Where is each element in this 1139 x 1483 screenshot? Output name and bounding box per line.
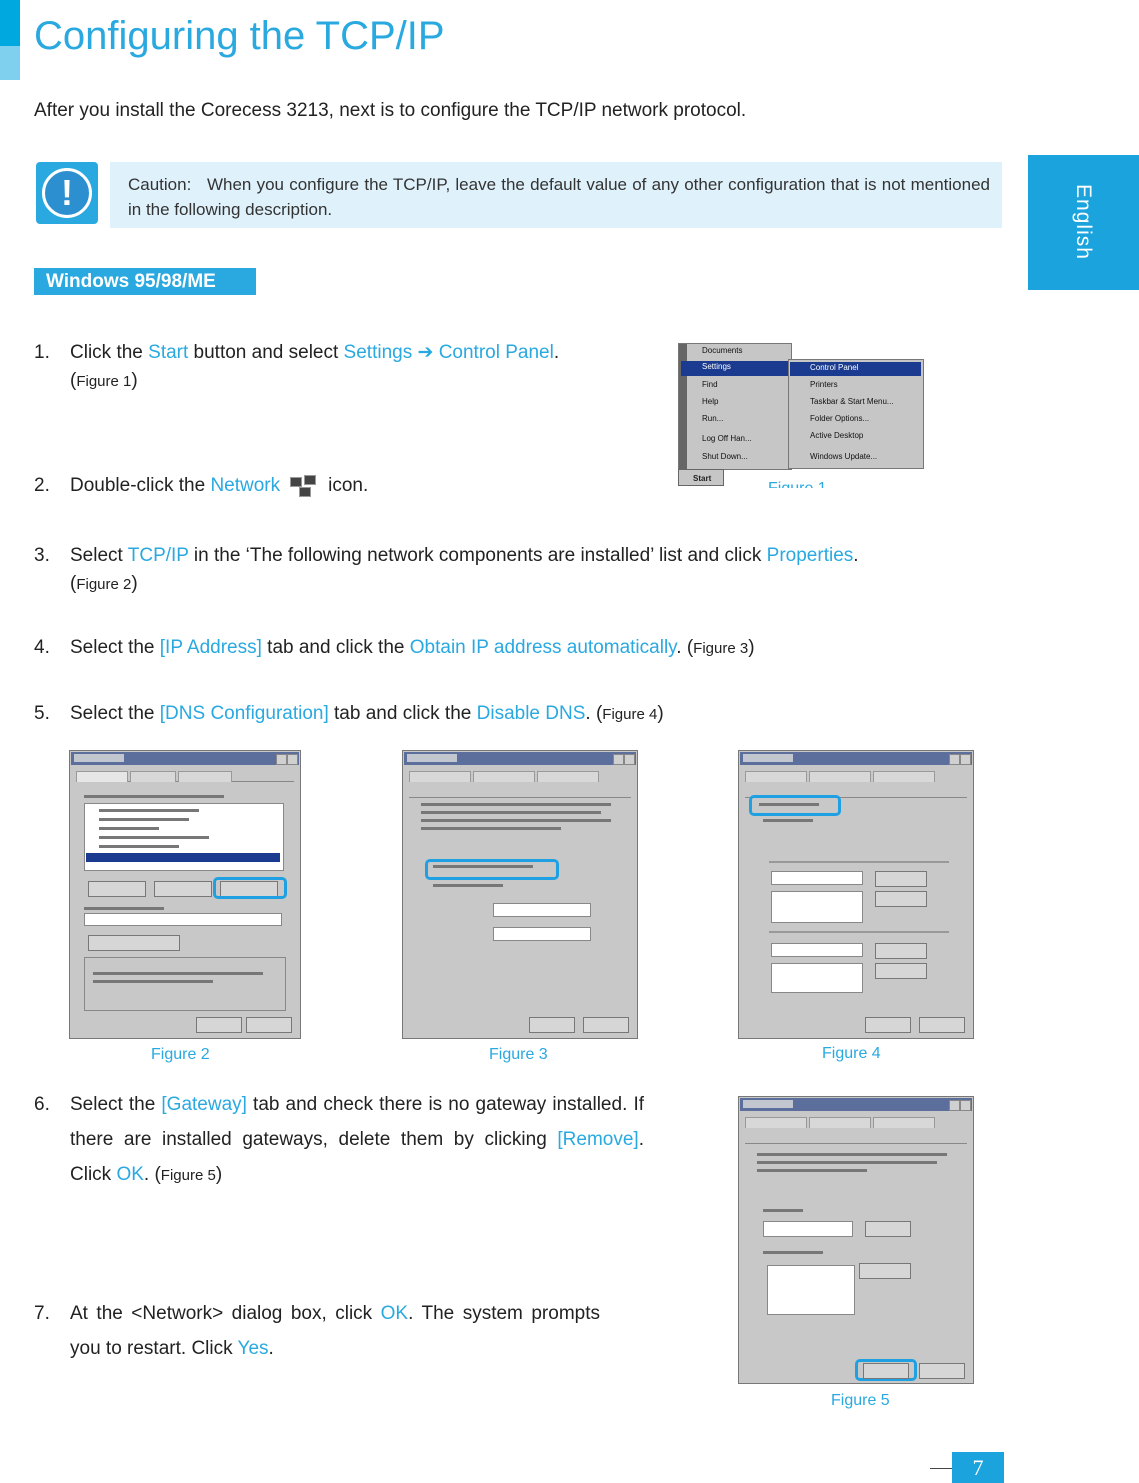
figure-ref: Figure 5 — [160, 1167, 216, 1184]
step-text: Select the [DNS Configuration] tab and click the Disable DNS. (Figure 4) — [70, 703, 664, 724]
caution-icon: ! — [36, 162, 98, 224]
step-7 — [34, 1296, 600, 1366]
page-title: Configuring the TCP/IP — [34, 14, 445, 58]
disable-dns-term: Disable DNS — [476, 703, 586, 724]
step-6 — [34, 1087, 644, 1193]
page-number-rule — [930, 1468, 952, 1469]
caution-text — [128, 172, 990, 222]
step-3: 3. Select TCP/IP in the ‘The following network components are installed’ list and click Properties. (Figure 2) — [34, 545, 859, 594]
figure-1-start-menu — [678, 343, 924, 488]
step-text: Double-click the Network icon. — [70, 475, 369, 496]
caution-body: When you configure the TCP/IP, leave the default value of any other configuration that is not mentioned in the following description. — [128, 175, 990, 219]
step-text: Click the Start button and select Settings ➔ Control Panel. — [70, 342, 560, 363]
tcpip-term: TCP/IP — [127, 545, 189, 566]
step-number: 3. — [34, 545, 50, 566]
start-term: Start — [148, 342, 189, 363]
page-number: 7 — [952, 1452, 1004, 1483]
step-5 — [34, 701, 1004, 731]
figure-ref: Figure 3 — [693, 640, 749, 657]
ok-term: OK — [116, 1164, 144, 1185]
step-number: 7. — [34, 1303, 50, 1324]
figure-5-gateway-dialog — [738, 1096, 974, 1384]
step-number: 1. — [34, 342, 50, 363]
obtain-ip-term: Obtain IP address automatically — [409, 637, 677, 658]
figure-4-caption: Figure 4 — [822, 1045, 881, 1062]
start-menu-item: Documents — [702, 346, 743, 355]
step-text: Select TCP/IP in the ‘The following network components are installed’ list and click Properties. — [70, 545, 859, 566]
caution-label: Caution: — [128, 175, 192, 194]
start-menu-item: Find — [702, 380, 718, 389]
language-label: English — [1072, 184, 1095, 260]
figure-ref: Figure 2 — [76, 576, 132, 593]
language-side-tab — [1028, 155, 1139, 290]
ok-term: OK — [380, 1303, 409, 1324]
ip-address-tab-term: [IP Address] — [159, 637, 262, 658]
caution-box — [110, 162, 1002, 228]
step-number: 4. — [34, 637, 50, 658]
dns-tab-term: [DNS Configuration] — [159, 703, 329, 724]
settings-menu-item: Windows Update... — [810, 452, 878, 461]
start-menu-item: Help — [702, 397, 719, 406]
properties-term: Properties — [766, 545, 854, 566]
figure-2-network-dialog — [69, 750, 301, 1039]
obtain-ip-highlight — [425, 859, 559, 880]
settings-menu-item: Folder Options... — [810, 414, 870, 423]
figure-3-ip-address-dialog — [402, 750, 638, 1039]
gateway-tab-term: [Gateway] — [161, 1094, 247, 1115]
step-text: Select the [Gateway] tab and check there is no gateway installed. If there are installed gateways, delete them by clicking [Remove]. Click OK. (Figure 5) — [70, 1094, 644, 1185]
settings-menu-item: Taskbar & Start Menu... — [810, 397, 894, 406]
figure-5-caption: Figure 5 — [831, 1392, 890, 1409]
figure-2-caption: Figure 2 — [151, 1046, 210, 1063]
figure-4-dns-dialog — [738, 750, 974, 1039]
properties-highlight — [213, 877, 287, 899]
step-2 — [34, 473, 654, 503]
start-button: Start — [678, 469, 724, 486]
start-menu-item: Settings — [702, 362, 731, 371]
caption-cover — [676, 488, 926, 502]
figure-3-caption: Figure 3 — [489, 1046, 548, 1063]
step-1: 1. Click the Start button and select Settings ➔ Control Panel. (Figure 1) — [34, 342, 560, 391]
header-accent-bar-light — [0, 46, 20, 80]
step-number: 2. — [34, 475, 50, 496]
os-section-badge: Windows 95/98/ME — [34, 268, 256, 295]
start-menu-item: Shut Down... — [702, 452, 748, 461]
step-number: 5. — [34, 703, 50, 724]
start-menu-item: Run... — [702, 414, 724, 423]
step-text: At the <Network> dialog box, click OK. The system prompts you to restart. Click Yes. — [70, 1303, 600, 1359]
figure-ref: Figure 4 — [602, 706, 658, 723]
step-number: 6. — [34, 1094, 50, 1115]
settings-menu-item: Control Panel — [810, 363, 859, 372]
figure-ref: Figure 1 — [76, 373, 132, 390]
remove-term: [Remove] — [557, 1129, 639, 1150]
header-accent-bar — [0, 0, 20, 46]
yes-term: Yes — [237, 1338, 269, 1359]
network-icon — [290, 475, 318, 497]
settings-menu-item: Printers — [810, 380, 838, 389]
arrow-icon: ➔ — [417, 342, 434, 363]
network-term: Network — [210, 475, 281, 496]
control-panel-term: Control Panel — [438, 342, 554, 363]
intro-text: After you install the Corecess 3213, next is to configure the TCP/IP network protocol. — [34, 100, 747, 121]
start-menu-item: Log Off Han... — [702, 434, 752, 443]
step-4 — [34, 635, 1004, 665]
settings-term: Settings — [343, 342, 413, 363]
step-text: Select the [IP Address] tab and click the Obtain IP address automatically. (Figure 3) — [70, 637, 755, 658]
settings-menu-item: Active Desktop — [810, 431, 864, 440]
